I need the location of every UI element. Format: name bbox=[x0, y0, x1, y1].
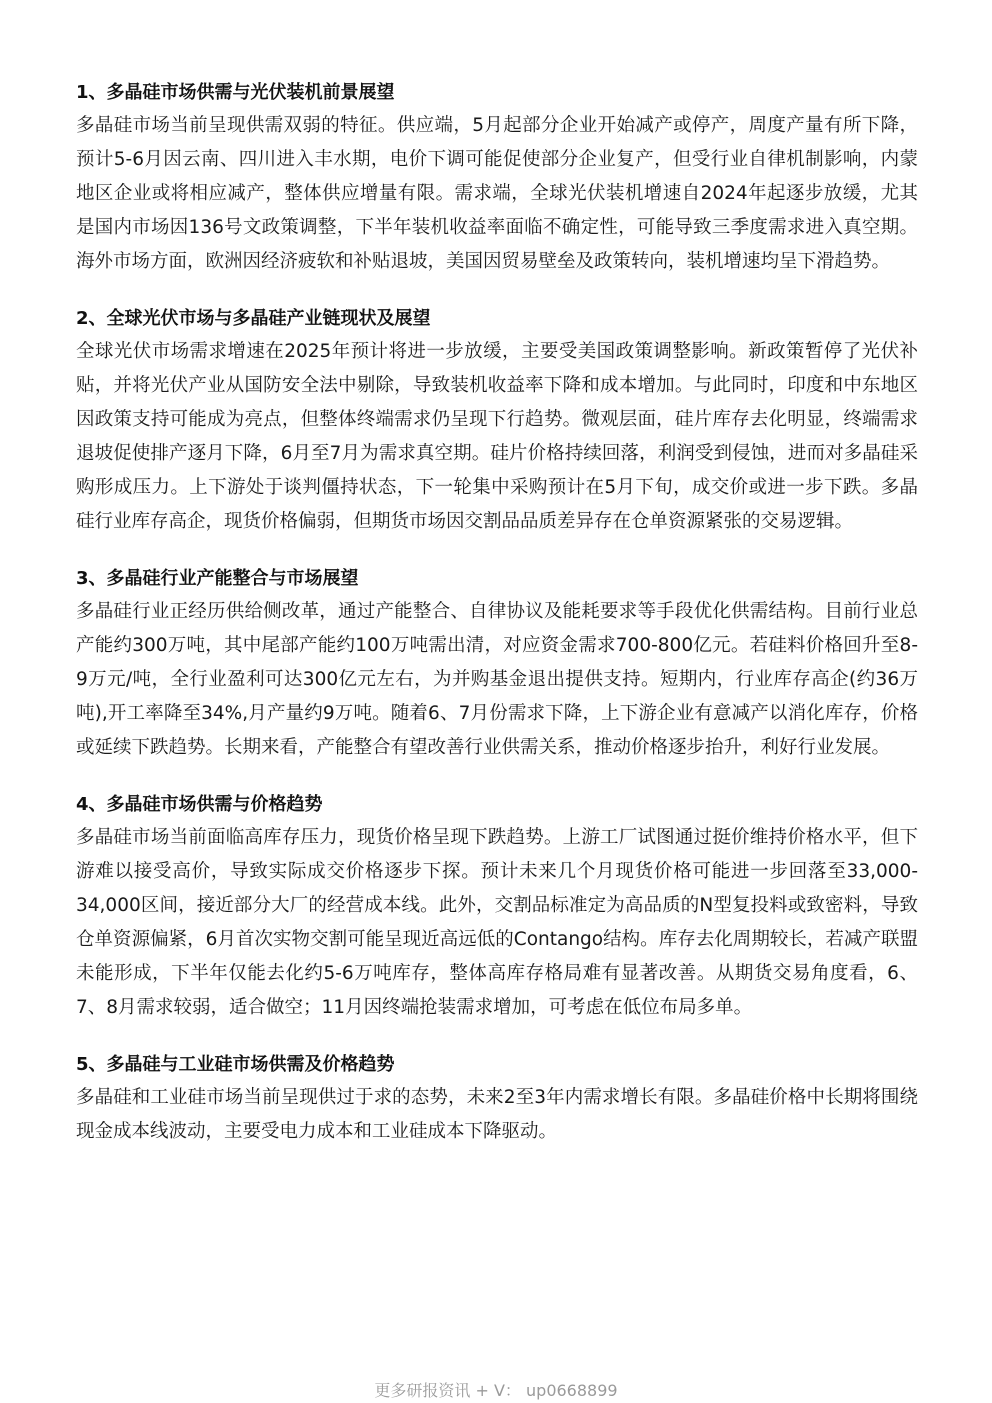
section-title: 2、全球光伏市场与多晶硅产业链现状及展望 bbox=[76, 308, 431, 329]
section-body: 多晶硅和工业硅市场当前呈现供过于求的态势，未来2至3年内需求增长有限。多晶硅价格中长期将围绕现金成本线波动，主要受电力成本和工业硅成本下降驱动。 bbox=[76, 1087, 918, 1142]
section-5 bbox=[76, 1050, 918, 1149]
section-2 bbox=[76, 304, 918, 539]
section-body: 多晶硅市场当前呈现供需双弱的特征。供应端，5月起部分企业开始减产或停产，周度产量有所下降，预计5-6月因云南、四川进入丰水期，电价下调可能促使部分企业复产，但受行业自律机制影响，内蒙地区企业或将相应减产，整体供应增量有限。需求端，全球光伏装机增速自2024年起逐步放缓，尤其是国内市场因136号文政策调整，下半年装机收益率面临不确定性，可能导致三季度需求进入真空期。海外市场方面，欧洲因经济疲软和补贴退坡，美国因贸易壁垒及政策转向，装机增速均呈下滑趋势。 bbox=[76, 115, 918, 272]
section-4 bbox=[76, 790, 918, 1025]
section-3 bbox=[76, 564, 918, 765]
section-title: 1、多晶硅市场供需与光伏装机前景展望 bbox=[76, 82, 395, 103]
footer-watermark: 更多研报资讯 + V： up0668899 bbox=[374, 1381, 618, 1400]
section-title: 4、多晶硅市场供需与价格趋势 bbox=[76, 794, 323, 815]
section-body: 多晶硅市场当前面临高库存压力，现货价格呈现下跌趋势。上游工厂试图通过挺价维持价格水平，但下游难以接受高价，导致实际成交价格逐步下探。预计未来几个月现货价格可能进一步回落至33,000-34,000区间，接近部分大厂的经营成本线。此外，交割品标准定为高品质的N型复投料或致密料，导致仓单资源偏紧，6月首次实物交割可能呈现近高远低的Contango结构。库存去化周期较长，若减产联盟未能形成，下半年仅能去化约5-6万吨库存，整体高库存格局难有显著改善。从期货交易角度看，6、7、8月需求较弱，适合做空；11月因终端抢装需求增加，可考虑在低位布局多单。 bbox=[76, 827, 918, 1018]
section-title: 5、多晶硅与工业硅市场供需及价格趋势 bbox=[76, 1054, 395, 1075]
section-body: 全球光伏市场需求增速在2025年预计将进一步放缓，主要受美国政策调整影响。新政策暂停了光伏补贴，并将光伏产业从国防安全法中剔除，导致装机收益率下降和成本增加。与此同时，印度和中东地区因政策支持可能成为亮点，但整体终端需求仍呈现下行趋势。微观层面，硅片库存去化明显，终端需求退坡促使排产逐月下降，6月至7月为需求真空期。硅片价格持续回落，利润受到侵蚀，进而对多晶硅采购形成压力。上下游处于谈判僵持状态，下一轮集中采购预计在5月下旬，成交价或进一步下跌。多晶硅行业库存高企，现货价格偏弱，但期货市场因交割品品质差异存在仓单资源紧张的交易逻辑。 bbox=[76, 341, 918, 532]
section-title: 3、多晶硅行业产能整合与市场展望 bbox=[76, 568, 359, 589]
section-1 bbox=[76, 78, 918, 279]
document-content bbox=[76, 78, 918, 1174]
section-body: 多晶硅行业正经历供给侧改革，通过产能整合、自律协议及能耗要求等手段优化供需结构。目前行业总产能约300万吨，其中尾部产能约100万吨需出清，对应资金需求700-800亿元。若硅料价格回升至8-9万元/吨，全行业盈利可达300亿元左右，为并购基金退出提供支持。短期内，行业库存高企(约36万吨),开工率降至34%,月产量约9万吨。随着6、7月份需求下降，上下游企业有意减产以消化库存，价格或延续下跌趋势。长期来看，产能整合有望改善行业供需关系，推动价格逐步抬升，利好行业发展。 bbox=[76, 601, 918, 758]
